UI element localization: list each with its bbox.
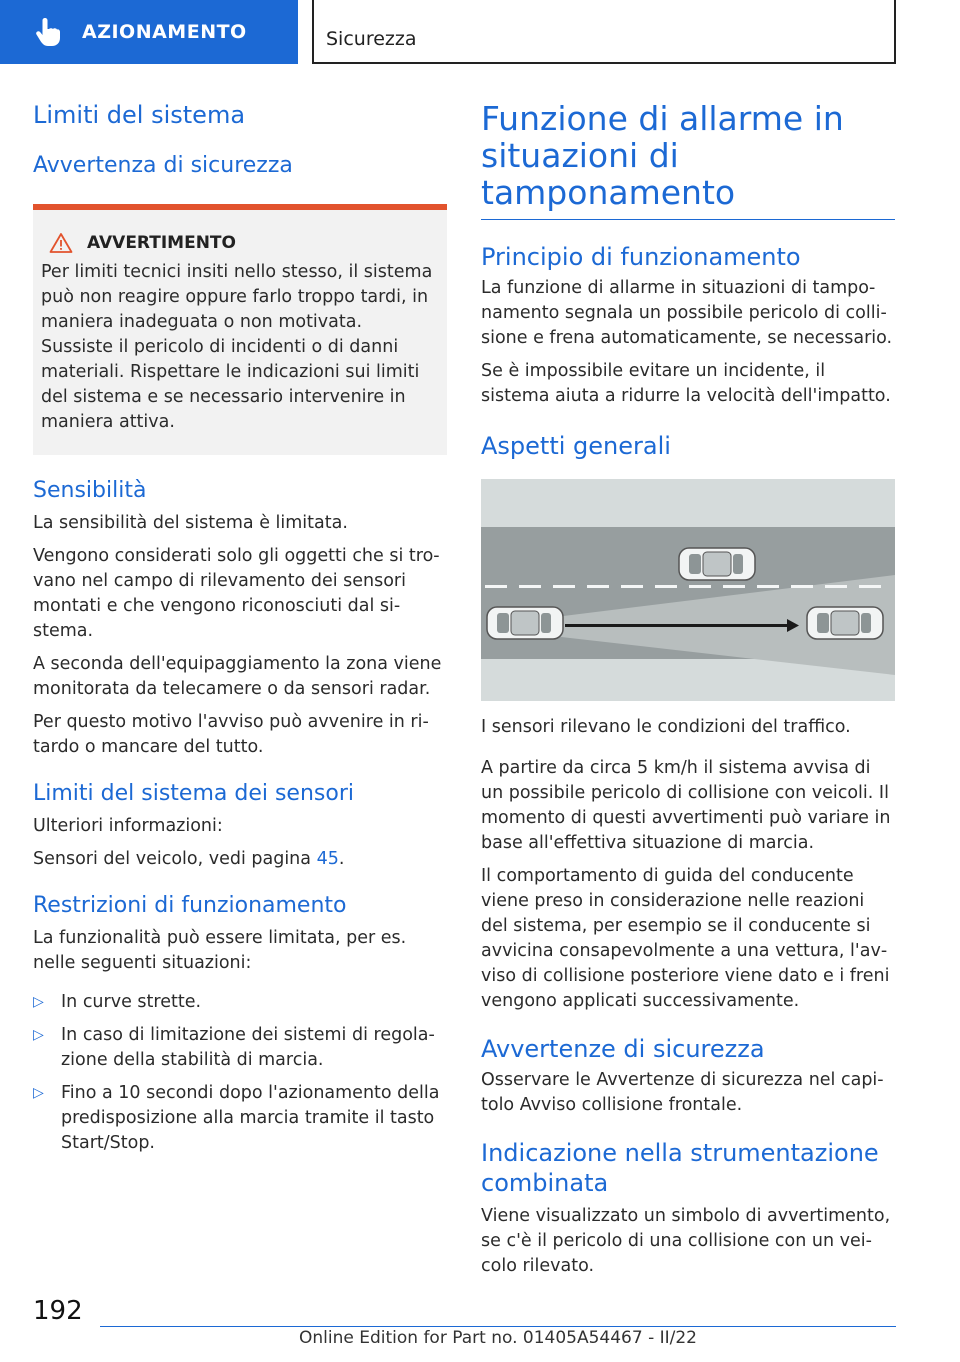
car-side-lane bbox=[679, 548, 755, 580]
display-paragraph: Viene visualizzato un simbolo di avvertimento, se c'è il pericolo di una collisione con un veicolo rilevato. bbox=[481, 1206, 891, 1276]
car-ego bbox=[487, 607, 563, 639]
sensitivity-paragraph-2: Vengono considerati solo gli oggetti che si trovano nel campo di rilevamento dei sensori montati e che vengono riconosciuti dal sistema. bbox=[33, 546, 440, 641]
heading-display: Indicazione nella strumentazione combinata bbox=[481, 1139, 879, 1197]
warning-title: AVVERTIMENTO bbox=[87, 233, 236, 253]
general-paragraph-1: I sensori rilevano le condizioni del traffico. bbox=[481, 717, 851, 737]
hand-pointer-icon bbox=[34, 16, 62, 48]
chapter-title: Sicurezza bbox=[326, 28, 417, 50]
heading-principle: Principio di funzionamento bbox=[481, 243, 801, 271]
warning-triangle-icon bbox=[49, 232, 73, 254]
warning-text: Per limiti tecnici insiti nello stesso, il sistema può non reagire oppure farlo troppo tardi, in maniera inadeguata o non motivata. Sussiste il pericolo di incidenti o di danni materiali. Rispettare le indicazioni sui limiti del sistema e se necessario intervenire in maniera attiva. bbox=[41, 262, 433, 432]
general-paragraph-2: A partire da circa 5 km/h il sistema avvisa di un possibile pericolo di collisione con veicoli. Il momento di questi avvertimenti può variare in base all'effettiva situazione di marcia. bbox=[481, 758, 891, 853]
list-item-text: In curve strette. bbox=[61, 992, 202, 1012]
heading-main: Funzione di allarme in situazioni di tamponamento bbox=[481, 99, 844, 212]
edition-footer: Online Edition for Part no. 01405A54467 - II/22 bbox=[298, 1328, 697, 1348]
bullet-triangle-icon: ▷ bbox=[33, 1085, 44, 1101]
principle-paragraph-1: La funzione di allarme in situazioni di tamponamento segnala un possibile pericolo di collisione e frena automaticamente, se necessario. bbox=[481, 278, 893, 348]
left-column bbox=[33, 100, 447, 1164]
list-item-text: Fino a 10 secondi dopo l'azionamento della predisposizione alla marcia tramite il tasto Start/Stop. bbox=[61, 1083, 440, 1153]
bullet-triangle-icon: ▷ bbox=[33, 1027, 44, 1043]
list-item bbox=[33, 1023, 447, 1073]
general-paragraph-3: Il comportamento di guida del conducente viene preso in considerazione nelle reazioni del sistema, per esempio se il conducente si avvicina consapevolmente a una vettura, l'avviso di collisione posteriore viene dato e i freni vengono applicati successivamente. bbox=[481, 866, 890, 1011]
sensitivity-paragraph-3: A seconda dell'equipaggiamento la zona viene monitorata da telecamere o da sensori radar. bbox=[33, 654, 442, 699]
heading-safety-notes: Avvertenze di sicurezza bbox=[481, 1035, 765, 1063]
traffic-illustration-graphic bbox=[481, 479, 895, 701]
right-column bbox=[481, 100, 895, 1287]
heading-system-limits: Limiti del sistema bbox=[33, 101, 246, 129]
heading-restrictions: Restrizioni di funzionamento bbox=[33, 893, 347, 918]
restrictions-paragraph: La funzionalità può essere limitata, per es. nelle seguenti situazioni: bbox=[33, 928, 407, 973]
page-number: 192 bbox=[33, 1296, 83, 1326]
chapter-header bbox=[312, 0, 896, 64]
principle-paragraph-2: Se è impossibile evitare un incidente, il sistema aiuta a ridurre la velocità dell'impatto. bbox=[481, 361, 891, 406]
bullet-triangle-icon: ▷ bbox=[33, 994, 44, 1010]
sensor-paragraph-2 bbox=[33, 847, 447, 872]
sensor-paragraph-1: Ulteriori informazioni: bbox=[33, 816, 223, 836]
list-item bbox=[33, 990, 447, 1015]
car-front bbox=[807, 607, 883, 639]
restrictions-list bbox=[33, 990, 447, 1156]
warning-box bbox=[33, 204, 447, 455]
list-item-text: In caso di limitazione dei sistemi di regolazione della stabilità di marcia. bbox=[61, 1025, 435, 1070]
sensor-ref-suffix: . bbox=[338, 849, 345, 869]
sensitivity-paragraph-4: Per questo motivo l'avviso può avvenire in ritardo o mancare del tutto. bbox=[33, 712, 429, 757]
section-tab-label: AZIONAMENTO bbox=[82, 21, 247, 43]
section-tab[interactable] bbox=[0, 0, 298, 64]
page-link-45[interactable]: 45 bbox=[316, 849, 339, 869]
heading-sensor-limits: Limiti del sistema dei sensori bbox=[33, 781, 354, 806]
heading-general: Aspetti generali bbox=[481, 432, 671, 460]
sensitivity-paragraph-1: La sensibilità del sistema è limitata. bbox=[33, 513, 348, 533]
heading-sensitivity: Sensibilità bbox=[33, 478, 147, 503]
footer-rule bbox=[100, 1326, 896, 1327]
warning-title-row bbox=[41, 232, 439, 254]
heading-rule bbox=[481, 219, 895, 220]
list-item bbox=[33, 1081, 447, 1156]
sensor-ref-prefix: Sensori del veicolo, vedi pagina bbox=[33, 849, 317, 869]
safety-paragraph: Osservare le Avvertenze di sicurezza nel capitolo Avviso collisione frontale. bbox=[481, 1070, 884, 1115]
heading-safety-note: Avvertenza di sicurezza bbox=[33, 153, 293, 178]
traffic-illustration bbox=[481, 479, 895, 701]
